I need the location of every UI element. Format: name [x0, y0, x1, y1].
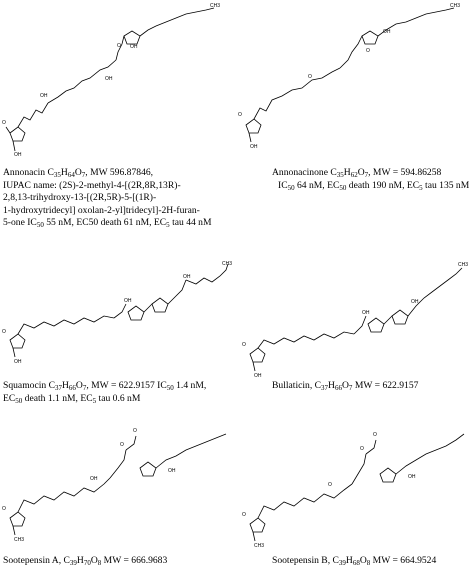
sootepensin-b-label-0: O [242, 512, 246, 518]
annonacin-label-5: OH [130, 44, 138, 50]
annonacinone-label-1: OH [250, 144, 258, 150]
caption-line: IUPAC name: (2S)-2-methyl-4-[(2R,8R,13R)- [3, 179, 181, 191]
annonacin-caption [3, 167, 212, 230]
bullatacin-label-6: CH3 [458, 262, 469, 268]
sootepensin-b-structure [236, 420, 472, 548]
caption-line: $EC_{50}$ death 1.1 nM, $EC_5$ tau 0.6 nM [3, 392, 141, 405]
caption-line: 2,8,13-trihydroxy-13-[(2R,5R)-5-[(1R)- [3, 192, 157, 204]
sootepensin-a-label-0: O [2, 506, 6, 512]
bullatacin-caption [272, 380, 418, 393]
annonacin-label-1: OH [14, 152, 22, 158]
caption-line: Annonacinone $C_{35}H_{62}O_7$, MW = 594.86258 [272, 167, 442, 179]
bullatacin-label-0: O [242, 342, 246, 348]
squamocin-label-6: CH3 [222, 261, 233, 267]
bullatacin-structure [236, 258, 472, 378]
caption-line: Sootepensin A, $C_{39}H_{70}O_8$ MW = 666.9683 [3, 555, 168, 567]
sootepensin-b-label-2: O [360, 446, 364, 452]
sootepensin-a-label-2: O [120, 442, 124, 448]
squamocin-label-2: OH [124, 298, 132, 304]
sootepensin-b-label-3: O [373, 432, 377, 438]
sootepensin-b-label-5: CH3 [254, 543, 265, 548]
sootepensin-b-label-4: OH [408, 474, 416, 480]
sootepensin-a-caption [3, 555, 167, 568]
sootepensin-a-label-4: OH [168, 468, 176, 474]
caption-line: $IC_{50}$ 64 nM, $EC_{50}$ death 190 nM, $EC_5$ tau 135 nM [278, 179, 470, 192]
squamocin-label-0: O [2, 329, 6, 335]
squamocin-structure [0, 260, 236, 380]
annonacin-label-2: OH [40, 93, 48, 99]
squamocin-label-3: OH [183, 274, 191, 280]
squamocin-caption [3, 380, 206, 405]
bullatacin-label-2: OH [362, 310, 370, 316]
caption-line: Sootepensin B, $C_{39}H_{68}O_8$ MW = 664.9524 [272, 555, 437, 567]
annonacinone-label-4: OH [383, 29, 391, 35]
sootepensin-a-label-5: CH3 [14, 537, 25, 543]
caption-line: Squamocin $C_{37}H_{66}O_7$, MW = 622.9157 $IC_{50}$ 1.4 nM, [3, 380, 207, 392]
squamocin-label-1: OH [14, 359, 22, 365]
caption-line: Annonacin $C_{35}H_{64}O_7$, MW 596.87846, [3, 167, 154, 179]
bullatacin-label-1: OH [254, 373, 262, 378]
annonacin-label-0: O [2, 120, 6, 126]
sootepensin-b-label-1: O [328, 482, 332, 488]
annonacinone-label-0: O [238, 112, 242, 118]
sootepensin-b-caption [272, 555, 436, 568]
caption-line: 5-one $IC_{50}$ 55 nM, EC50 death 61 nM, $EC_5$ tau 44 nM [3, 217, 212, 230]
annonacinone-label-3: O [366, 48, 370, 54]
caption-line: Bullaticin, $C_{37}H_{66}O_7$ MW = 622.9157 [272, 380, 419, 392]
bullatacin-label-3: OH [411, 299, 419, 305]
annonacinone-structure [236, 0, 472, 170]
sootepensin-a-structure [0, 420, 236, 548]
sootepensin-a-label-1: OH [90, 476, 98, 482]
annonacin-structure [0, 0, 236, 170]
annonacinone-label-5: CH3 [450, 3, 461, 9]
annonacin-label-4: O [117, 43, 121, 49]
annonacin-label-3: OH [105, 76, 113, 82]
annonacinone-label-2: O [308, 74, 312, 80]
annonacinone-caption [272, 167, 469, 192]
sootepensin-a-label-3: O [133, 428, 137, 434]
annonacin-label-6: CH3 [210, 3, 221, 9]
caption-line: 1-hydroxytridecyl] oxolan-2-yl]tridecyl]-2H-furan- [3, 204, 200, 216]
